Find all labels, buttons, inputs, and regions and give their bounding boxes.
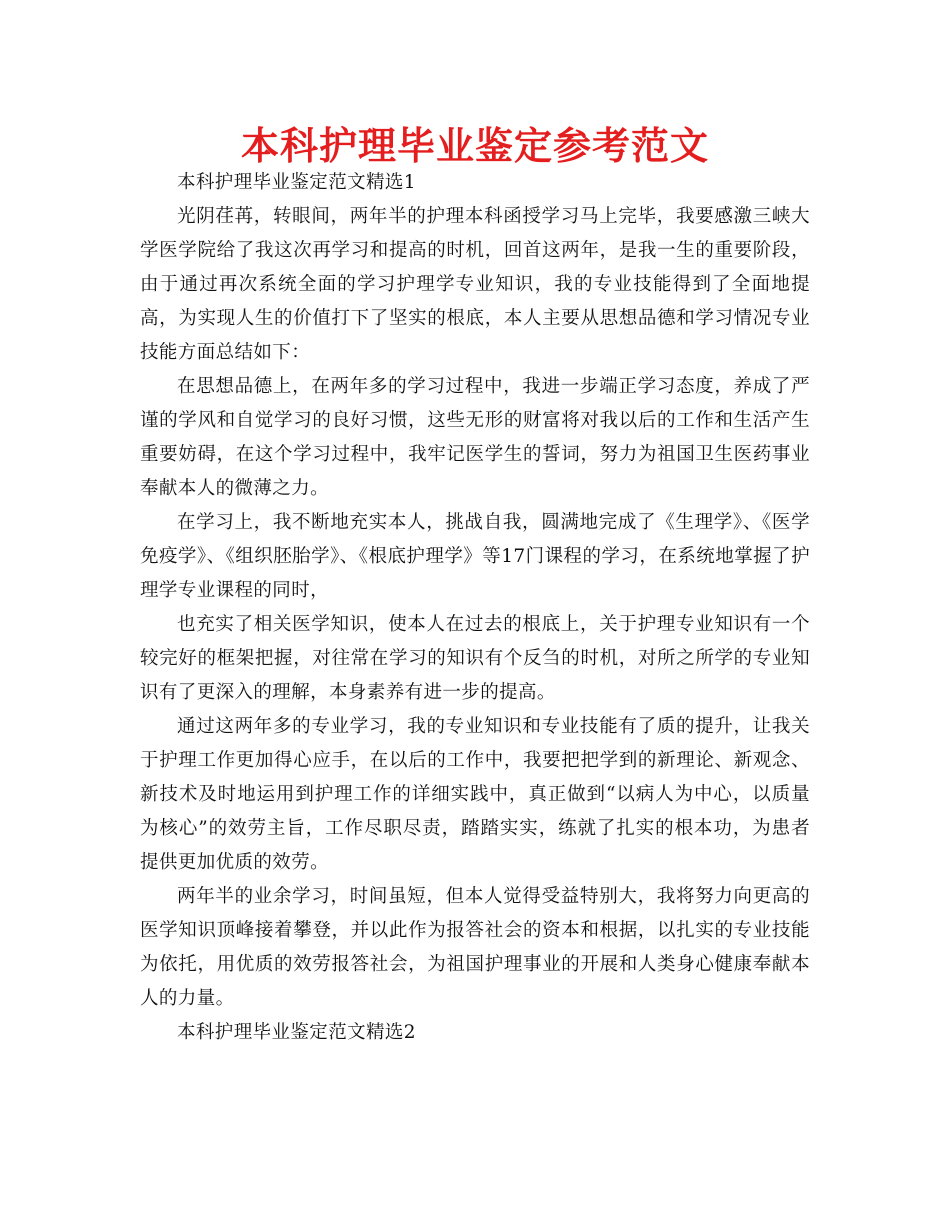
paragraph: 在学习上，我不断地充实本人，挑战自我，圆满地完成了《生理学》、《医学免疫学》、《组织胚胎学》、《根底护理学》等17门课程的学习，在系统地掌握了护理学专业课程的同时， [140,512,810,601]
section-heading-2: 本科护理毕业鉴定范文精选2 [177,1022,416,1043]
paragraph: 两年半的业余学习，时间虽短，但本人觉得受益特别大，我将努力向更高的医学知识顶峰接着攀登，并以此作为报答社会的资本和根据，以扎实的专业技能为依托，用优质的效劳报答社会，为祖国护理事业的开展和人类身心健康奉献本人的力量。 [140,886,810,1009]
paragraph: 也充实了相关医学知识，使本人在过去的根底上，关于护理专业知识有一个较完好的框架把握，对往常在学习的知识有个反刍的时机，对所之所学的专业知识有了更深入的理解，本身素养有进一步的提高。 [140,614,810,703]
paragraph: 在思想品德上，在两年多的学习过程中，我进一步端正学习态度，养成了严谨的学风和自觉学习的良好习惯，这些无形的财富将对我以后的工作和生活产生重要妨碍，在这个学习过程中，我牢记医学生的誓词，努力为祖国卫生医药事业奉献本人的微薄之力。 [140,376,810,499]
section-heading-1: 本科护理毕业鉴定范文精选1 [177,172,416,193]
document-body [140,166,810,1050]
document-title: 本科护理毕业鉴定参考范文 [240,124,709,168]
paragraph: 通过这两年多的专业学习，我的专业知识和专业技能有了质的提升，让我关于护理工作更加得心应手，在以后的工作中，我要把把学到的新理论、新观念、新技术及时地运用到护理工作的详细实践中，真正做到“以病人为中心，以质量为核心”的效劳主旨，工作尽职尽责，踏踏实实，练就了扎实的根本功，为患者提供更加优质的效劳。 [140,716,810,873]
paragraph: 光阴荏苒，转眼间，两年半的护理本科函授学习马上完毕，我要感激三峡大学医学院给了我这次再学习和提高的时机，回首这两年，是我一生的重要阶段，由于通过再次系统全面的学习护理学专业知识，我的专业技能得到了全面地提高，为实现人生的价值打下了坚实的根底，本人主要从思想品德和学习情况专业技能方面总结如下： [140,206,810,363]
